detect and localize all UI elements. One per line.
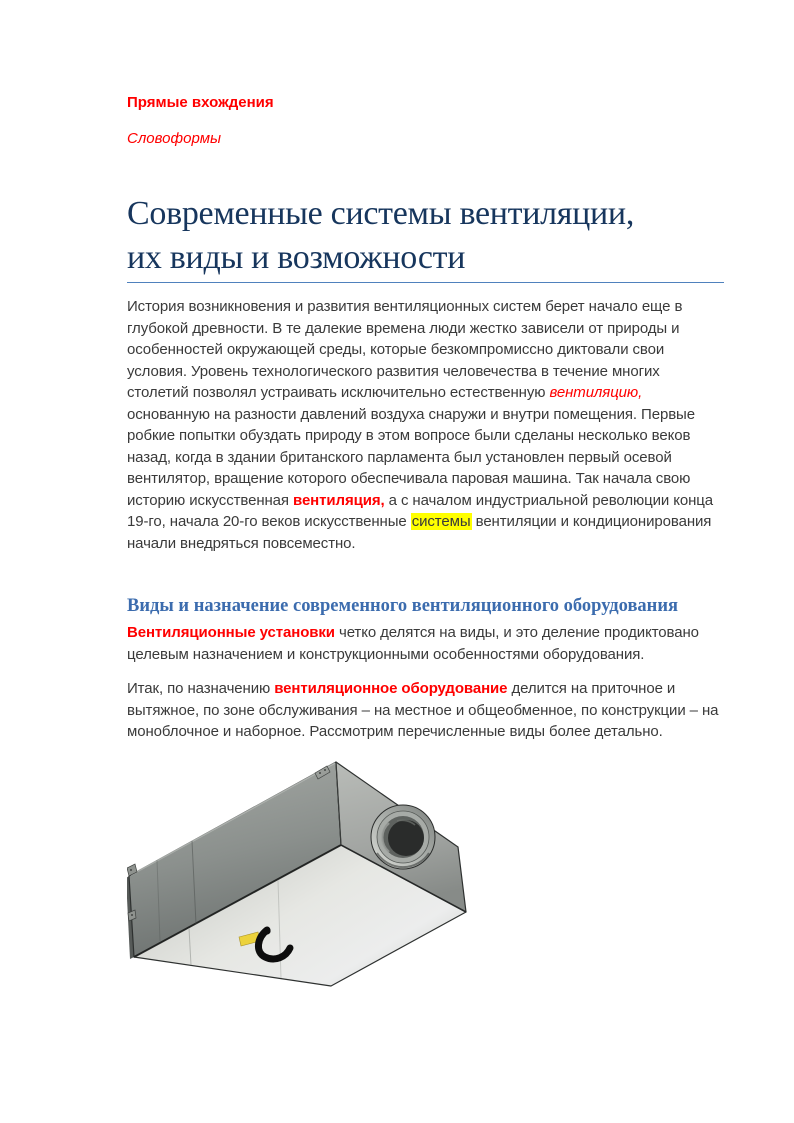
text-run: Итак, по назначению (127, 680, 275, 697)
ventilation-unit-svg (127, 761, 472, 993)
text-run: История возникновения и развития вентиляционных систем берет начало еще в глубокой древности. В те далекие времена люди жестко зависели от природы и особенностей окружающей среды, которые безкомпромиссно диктовали свои условия. Уровень технологического развития человечества в течение многих столетий позволял устраивать исключительно естественную (127, 298, 683, 401)
text-run: вентиляции и кондиционирования начали внедряться повсеместно. (127, 513, 712, 552)
keyword-red-bold: вентиляционное оборудование (274, 680, 508, 697)
text-run: четко делятся на виды, и это деление продиктовано целевым назначением и конструкционными особенностями оборудования. (127, 624, 699, 663)
keyword-red-bold: Вентиляционные установки (127, 624, 335, 641)
page-title-line-2: их виды и возможности (127, 239, 466, 276)
intro-paragraph (127, 296, 724, 554)
text-run: а с началом индустриальной революции конца 19-го, начала 20-го веков искусственные (127, 491, 714, 530)
ventilation-unit-figure (127, 761, 472, 993)
keyword-red-italic: вентиляцию, (549, 384, 643, 401)
wordforms-label: Словоформы (127, 130, 222, 147)
duct-collar (371, 805, 435, 869)
text-run: основанную на разности давлений воздуха снаружи и внутри помещения. Первые робкие попытки обуздать природу в этом вопросе были сделаны несколько веков назад, когда в здании британского парламента был установлен первый осевой вентилятор, вращение которого обеспечивала паровая машина. Так начала свою историю искусственная (127, 405, 695, 509)
page-title-line-1: Современные системы вентиляции, (127, 195, 635, 232)
keyword-highlighted: системы (411, 513, 471, 530)
section-heading: Виды и назначение современного вентиляционного оборудования (127, 596, 679, 616)
keyword-red-bold: вентиляция, (293, 491, 385, 509)
section-paragraph-1 (127, 622, 724, 665)
direct-entries-label: Прямые вхождения (127, 94, 274, 111)
document-content (127, 95, 724, 993)
page-title (127, 192, 724, 283)
section-paragraph-2 (127, 678, 724, 743)
text-run: делится на приточное и вытяжное, по зоне обслуживания – на местное и общеобменное, по конструкции – на моноблочное и наборное. Рассмотрим перечисленные виды более детально. (127, 680, 719, 740)
